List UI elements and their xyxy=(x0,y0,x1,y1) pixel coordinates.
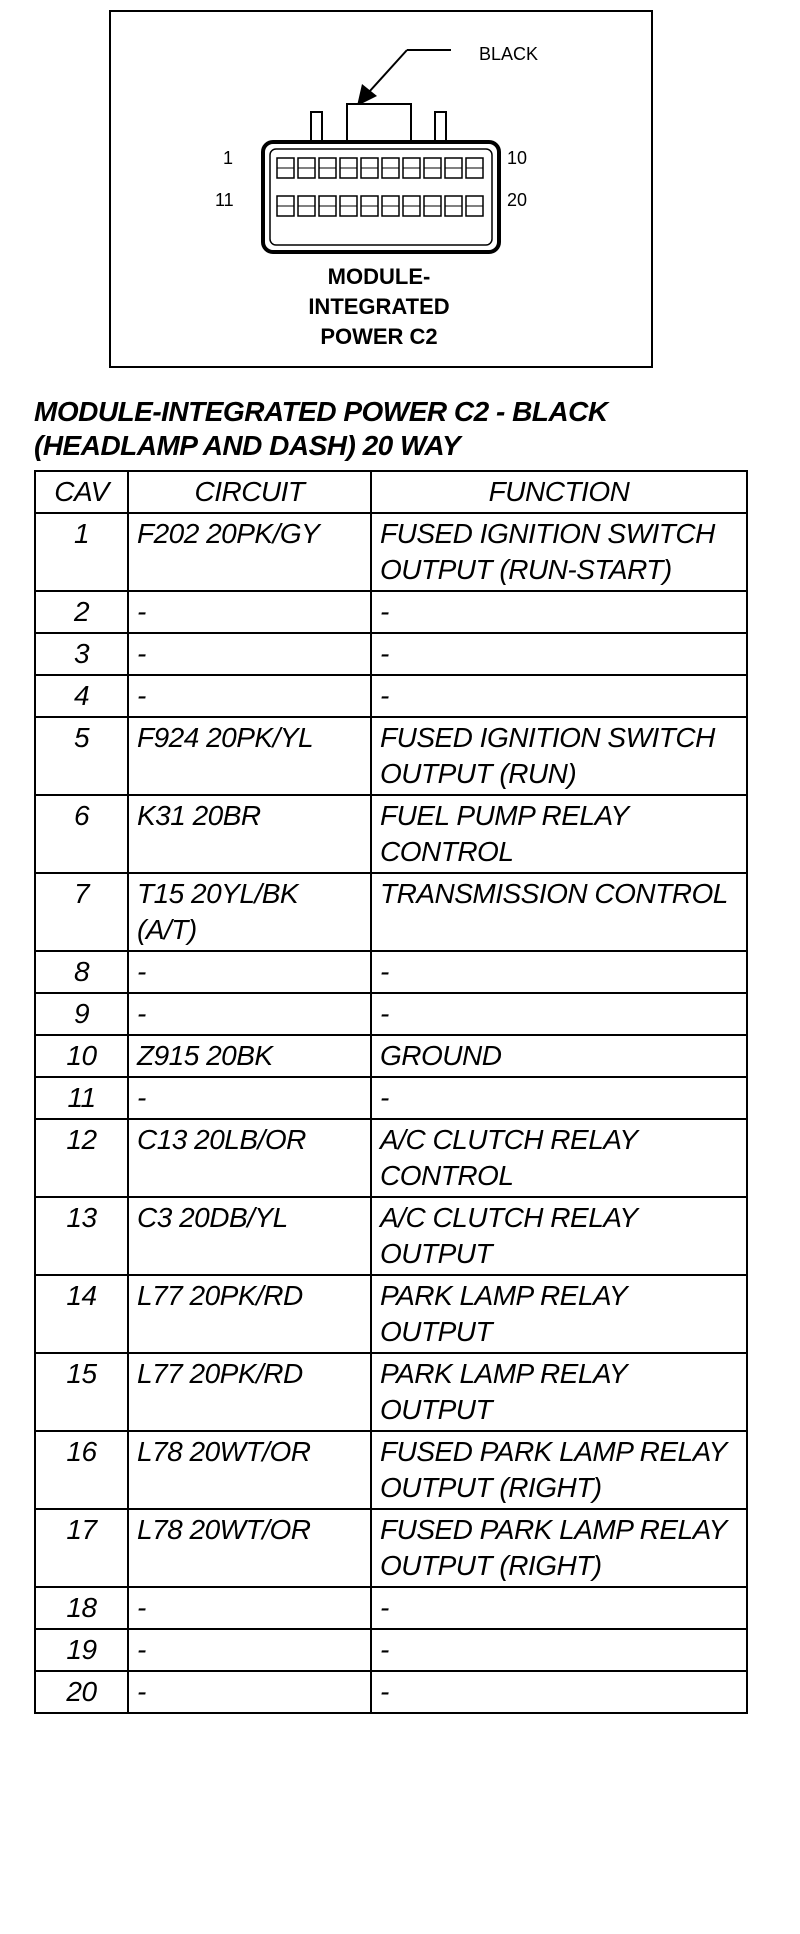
circuit-cell: - xyxy=(128,1587,371,1629)
function-cell: GROUND xyxy=(371,1035,747,1077)
cav-cell: 1 xyxy=(35,513,128,591)
table-row xyxy=(35,1275,747,1353)
cav-cell: 3 xyxy=(35,633,128,675)
function-cell: FUSED PARK LAMP RELAY OUTPUT (RIGHT) xyxy=(371,1431,747,1509)
function-cell: - xyxy=(371,1629,747,1671)
pin-number-11: 11 xyxy=(215,190,234,210)
header-function: FUNCTION xyxy=(371,471,747,513)
circuit-cell: C3 20DB/YL xyxy=(128,1197,371,1275)
connector-name-line1: MODULE- xyxy=(327,264,431,289)
latch xyxy=(347,104,411,142)
connector-drawing xyxy=(111,12,651,366)
header-circuit: CIRCUIT xyxy=(128,471,371,513)
function-cell: - xyxy=(371,633,747,675)
table-row xyxy=(35,717,747,795)
cav-cell: 14 xyxy=(35,1275,128,1353)
function-cell: FUSED IGNITION SWITCH OUTPUT (RUN) xyxy=(371,717,747,795)
cav-cell: 19 xyxy=(35,1629,128,1671)
circuit-cell: - xyxy=(128,675,371,717)
table-row xyxy=(35,1671,747,1713)
circuit-cell: L78 20WT/OR xyxy=(128,1509,371,1587)
table-row xyxy=(35,513,747,591)
function-cell: TRANSMISSION CONTROL xyxy=(371,873,747,951)
circuit-cell: - xyxy=(128,1671,371,1713)
cav-cell: 17 xyxy=(35,1509,128,1587)
table-row xyxy=(35,1119,747,1197)
circuit-cell: Z915 20BK xyxy=(128,1035,371,1077)
function-cell: A/C CLUTCH RELAY OUTPUT xyxy=(371,1197,747,1275)
function-cell: - xyxy=(371,1671,747,1713)
table-row xyxy=(35,591,747,633)
pin-number-1: 1 xyxy=(223,148,234,168)
function-cell: - xyxy=(371,591,747,633)
cav-cell: 8 xyxy=(35,951,128,993)
table-row xyxy=(35,1431,747,1509)
table-row xyxy=(35,1197,747,1275)
cav-cell: 13 xyxy=(35,1197,128,1275)
cav-cell: 9 xyxy=(35,993,128,1035)
circuit-cell: - xyxy=(128,633,371,675)
function-cell: FUSED IGNITION SWITCH OUTPUT (RUN-START) xyxy=(371,513,747,591)
connector-diagram xyxy=(109,10,653,368)
function-cell: - xyxy=(371,993,747,1035)
header-cav: CAV xyxy=(35,471,128,513)
cav-cell: 6 xyxy=(35,795,128,873)
circuit-cell: - xyxy=(128,1629,371,1671)
table-row xyxy=(35,873,747,951)
pinout-table xyxy=(34,470,748,1714)
section-title xyxy=(34,395,774,463)
circuit-cell: F924 20PK/YL xyxy=(128,717,371,795)
table-row xyxy=(35,675,747,717)
function-cell: PARK LAMP RELAY OUTPUT xyxy=(371,1353,747,1431)
cav-cell: 7 xyxy=(35,873,128,951)
circuit-cell: L77 20PK/RD xyxy=(128,1353,371,1431)
circuit-cell: K31 20BR xyxy=(128,795,371,873)
circuit-cell: - xyxy=(128,1077,371,1119)
table-row xyxy=(35,1353,747,1431)
circuit-cell: T15 20YL/BK (A/T) xyxy=(128,873,371,951)
cav-cell: 18 xyxy=(35,1587,128,1629)
table-row xyxy=(35,951,747,993)
function-cell: PARK LAMP RELAY OUTPUT xyxy=(371,1275,747,1353)
pin-number-20: 20 xyxy=(507,190,528,210)
circuit-cell: F202 20PK/GY xyxy=(128,513,371,591)
function-cell: - xyxy=(371,1077,747,1119)
connector-name-line3: POWER C2 xyxy=(320,324,438,349)
function-cell: - xyxy=(371,675,747,717)
table-row xyxy=(35,795,747,873)
cav-cell: 11 xyxy=(35,1077,128,1119)
function-cell: - xyxy=(371,951,747,993)
cav-cell: 20 xyxy=(35,1671,128,1713)
cav-cell: 2 xyxy=(35,591,128,633)
cav-cell: 16 xyxy=(35,1431,128,1509)
circuit-cell: L78 20WT/OR xyxy=(128,1431,371,1509)
connector-name-line2: INTEGRATED xyxy=(308,294,450,319)
table-row xyxy=(35,1587,747,1629)
function-cell: - xyxy=(371,1587,747,1629)
cav-cell: 12 xyxy=(35,1119,128,1197)
table-row xyxy=(35,993,747,1035)
title-line-1: MODULE-INTEGRATED POWER C2 - BLACK xyxy=(34,396,608,427)
circuit-cell: - xyxy=(128,993,371,1035)
table-row xyxy=(35,1509,747,1587)
pin-number-10: 10 xyxy=(507,148,528,168)
table-row xyxy=(35,1077,747,1119)
title-line-2: (HEADLAMP AND DASH) 20 WAY xyxy=(34,430,461,461)
circuit-cell: C13 20LB/OR xyxy=(128,1119,371,1197)
table-row xyxy=(35,1035,747,1077)
cav-cell: 5 xyxy=(35,717,128,795)
cav-cell: 4 xyxy=(35,675,128,717)
table-row xyxy=(35,1629,747,1671)
function-cell: FUEL PUMP RELAY CONTROL xyxy=(371,795,747,873)
function-cell: FUSED PARK LAMP RELAY OUTPUT (RIGHT) xyxy=(371,1509,747,1587)
table-header-row xyxy=(35,471,747,513)
circuit-cell: - xyxy=(128,591,371,633)
circuit-cell: - xyxy=(128,951,371,993)
color-label: BLACK xyxy=(479,44,539,64)
cav-cell: 15 xyxy=(35,1353,128,1431)
cav-cell: 10 xyxy=(35,1035,128,1077)
table-row xyxy=(35,633,747,675)
function-cell: A/C CLUTCH RELAY CONTROL xyxy=(371,1119,747,1197)
circuit-cell: L77 20PK/RD xyxy=(128,1275,371,1353)
